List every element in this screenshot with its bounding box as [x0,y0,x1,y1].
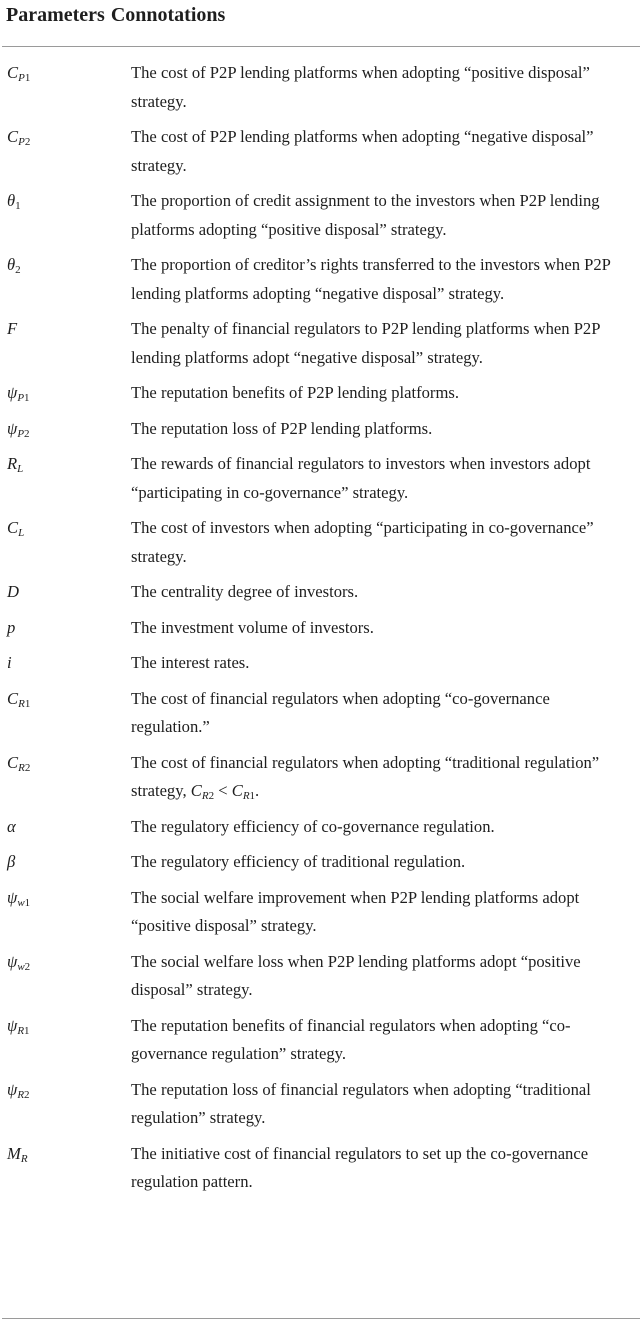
subscript-number: 1 [15,200,21,212]
connotation-text: The proportion of creditor’s rights transferred to the investors when P2P lending platforms adopting “negative disposal” strategy. [131,255,611,303]
row-gap [0,678,642,685]
parameter-connotation [131,848,621,877]
subscript-number: 2 [24,761,31,774]
symbol-base: θ [7,191,16,210]
parameter-connotation [131,948,621,1005]
symbol-subscript [17,897,30,909]
symbol-subscript [15,264,21,276]
symbol-base: D [7,582,19,601]
symbol-subscript [17,961,30,973]
row-gap [0,443,642,450]
table-row [0,123,642,180]
parameter-symbol [0,1012,131,1069]
table-row [0,649,642,678]
parameter-symbol [0,614,131,643]
subscript-number: 1 [24,72,31,84]
inline-math-rendered: $C_{R2} < C_{R1}$. [190,781,260,802]
table-row [0,614,642,643]
parameter-symbol [0,415,131,444]
table-row [0,415,642,444]
connotation-text: The penalty of financial regulators to P2P lending platforms when P2P lending platforms adopt “negative disposal” strategy. [131,319,600,367]
subscript-letter: P [17,427,25,440]
row-gap [0,507,642,514]
symbol-subscript [18,136,30,148]
parameter-connotation [131,415,621,444]
subscript-letter: w [17,960,25,973]
subscript-number: 1 [24,896,31,909]
connotation-text: The interest rates. [131,653,250,672]
parameter-connotation [131,884,621,941]
parameter-connotation [131,251,621,308]
connotation-text: The proportion of credit assignment to the investors when P2P lending platforms adopting “positive disposal” strategy. [131,191,600,239]
bottom-rule [2,1318,640,1319]
symbol-base: ψ [7,418,18,438]
symbol-base: ψ [7,951,18,971]
connotation-text: The rewards of financial regulators to investors when investors adopt “participating in co-governance” strategy. [131,454,591,502]
connotation-text: The social welfare loss when P2P lending platforms adopt “positive disposal” strategy. [131,951,581,999]
parameter-connotation [131,1012,621,1069]
parameter-symbol [0,649,131,678]
symbol-subscript [18,698,30,710]
symbol-base: C [7,688,19,708]
connotation-text: The investment volume of investors. [131,617,374,637]
row-gap [0,308,642,315]
connotation-text: The cost of P2P lending platforms when adopting “negative disposal” strategy. [131,127,594,175]
symbol-base: C [7,127,19,146]
connotation-text: The regulatory efficiency of co-governance regulation. [131,816,495,836]
table-row [0,1076,642,1133]
parameter-symbol [0,187,131,244]
header-parameters: Parameters [6,4,105,26]
parameter-symbol [0,578,131,607]
connotation-text: The centrality degree of investors. [131,582,359,601]
symbol-base: ψ [7,1015,18,1035]
subscript-letter: P [18,136,25,148]
subscript-letter: P [17,392,25,404]
parameter-symbol [0,315,131,372]
symbol-base: p [7,617,16,637]
header-connotations: Connotations [110,4,226,26]
connotation-text: The reputation loss of P2P lending platforms. [131,418,433,438]
parameter-symbol [0,948,131,1005]
row-gap [0,1133,642,1140]
connotation-text: The initiative cost of financial regulators to set up the co-governance regulation pattern. [131,1143,589,1191]
symbol-subscript [18,72,30,84]
parameter-connotation [131,379,621,408]
row-gap [0,1069,642,1076]
row-gap [0,642,642,649]
subscript-letter: L [17,463,24,475]
subscript-letter: L [18,527,25,539]
table-row [0,813,642,842]
symbol-subscript [17,428,29,440]
parameter-symbol [0,813,131,842]
symbol-subscript [17,1089,29,1101]
subscript-number: 2 [24,427,30,440]
connotation-text: The social welfare improvement when P2P lending platforms adopt “positive disposal” strategy. [131,887,580,935]
parameter-connotation [131,514,621,571]
row-gap [0,244,642,251]
table-row [0,948,642,1005]
parameter-connotation [131,123,621,180]
table-row [0,379,642,408]
table-row [0,1140,642,1197]
parameter-symbol [0,379,131,408]
symbol-base: ψ [7,1079,18,1099]
parameter-connotation [131,649,621,678]
subscript-letter: w [17,896,25,909]
parameter-symbol [0,749,131,806]
parameter-symbol [0,685,131,742]
parameter-connotation [131,813,621,842]
row-gap [0,806,642,813]
symbol-base: θ [7,255,16,274]
symbol-subscript [17,392,29,404]
symbol-base: C [7,63,19,82]
subscript-number: 2 [24,136,31,148]
connotation-text: The cost of financial regulators when adopting “co-governance regulation.” [131,688,550,736]
parameter-connotation [131,749,621,806]
table-row [0,884,642,941]
row-gap [0,742,642,749]
symbol-subscript [17,1025,29,1037]
subscript-number: 1 [24,697,31,710]
symbol-base: α [7,816,16,836]
table-header [0,0,642,46]
parameter-symbol [0,450,131,507]
subscript-number: 2 [15,264,21,276]
parameter-symbol [0,884,131,941]
parameter-symbol [0,514,131,571]
subscript-letter: P [18,72,25,84]
table-row [0,514,642,571]
connotation-text: The cost of investors when adopting “participating in co-governance” strategy. [131,518,594,566]
connotation-text: The reputation benefits of P2P lending platforms. [131,383,459,402]
parameter-symbol [0,123,131,180]
table-row [0,578,642,607]
subscript-number: 2 [24,960,31,973]
symbol-base: β [7,852,16,871]
symbol-base: ψ [7,887,18,907]
subscript-letter: R [17,1024,25,1037]
parameter-connotation [131,315,621,372]
subscript-number: 2 [24,1088,30,1101]
table-row [0,59,642,116]
subscript-number: 1 [24,392,30,404]
table-row [0,251,642,308]
table-body [0,47,642,1204]
parameter-connotation [131,614,621,643]
symbol-base: i [7,653,12,672]
parameter-symbol [0,251,131,308]
table-row [0,1012,642,1069]
table-row [0,685,642,742]
row-gap [0,1197,642,1204]
symbol-subscript [21,1153,28,1165]
row-gap [0,607,642,614]
symbol-base: C [7,752,19,772]
connotation-text: The reputation benefits of financial regulators when adopting “co-governance regulation” strategy. [131,1015,571,1063]
connotation-text: The cost of financial regulators when adopting “traditional regulation” strategy, [131,752,600,800]
subscript-letter: R [18,761,25,774]
subscript-number: 1 [24,1024,30,1037]
parameter-connotation [131,187,621,244]
row-gap [0,571,642,578]
symbol-base: C [7,518,19,537]
symbol-subscript [17,463,23,475]
subscript-letter: R [17,1088,25,1101]
connotation-text: The reputation loss of financial regulators when adopting “traditional regulation” strategy. [131,1079,591,1127]
table-row [0,848,642,877]
table-row [0,315,642,372]
row-gap [0,372,642,379]
symbol-subscript [18,527,24,539]
parameter-symbol [0,848,131,877]
symbol-subscript [18,762,30,774]
row-gap [0,841,642,848]
parameter-connotation [131,1140,621,1197]
table-row [0,450,642,507]
symbol-base: F [7,319,18,338]
parameter-connotation [131,1076,621,1133]
parameter-connotation [131,578,621,607]
table-row [0,187,642,244]
parameter-symbol [0,1140,131,1197]
parameter-connotation [131,59,621,116]
symbol-base: R [7,454,18,473]
subscript-letter: R [18,697,25,710]
row-gap [0,180,642,187]
row-gap [0,116,642,123]
connotation-text: The cost of P2P lending platforms when adopting “positive disposal” strategy. [131,63,590,111]
connotation-text: The regulatory efficiency of traditional regulation. [131,852,466,871]
parameter-connotation [131,685,621,742]
table-row [0,749,642,806]
symbol-base: ψ [7,383,18,402]
subscript-letter: R [20,1152,28,1165]
row-gap [0,1005,642,1012]
symbol-subscript [15,200,21,212]
symbol-base: M [7,1143,21,1163]
row-gap [0,941,642,948]
row-gap [0,408,642,415]
row-gap [0,877,642,884]
parameter-symbol [0,59,131,116]
parameter-connotation [131,450,621,507]
parameter-symbol [0,1076,131,1133]
